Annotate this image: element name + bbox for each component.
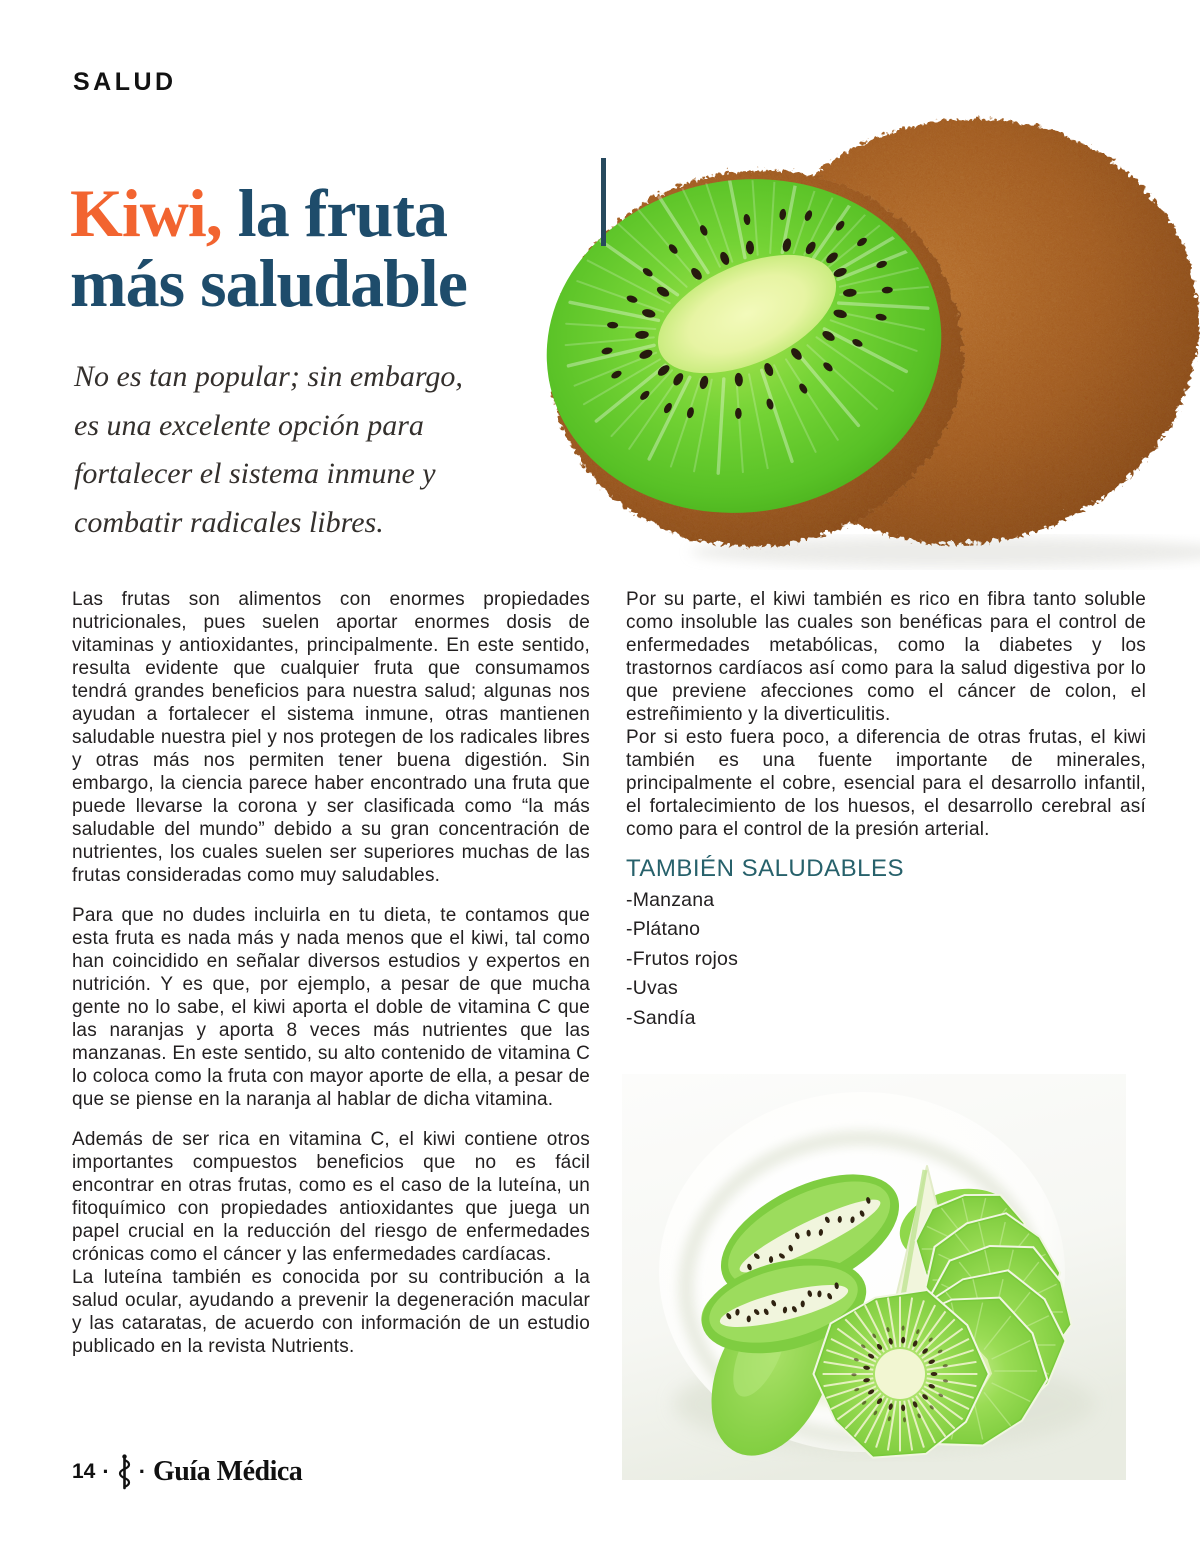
rod-of-asclepius-icon xyxy=(117,1454,132,1490)
kiwi-bowl-illustration xyxy=(622,1074,1126,1480)
body-paragraph: Por si esto fuera poco, a diferencia de otras frutas, el kiwi también es una fuente importante de minerales, principalmente el cobre, esencial para el desarrollo infantil, el fortalecimiento de los huesos, el desarrollo cerebral así como para el control de la presión arterial. xyxy=(626,727,1146,840)
accent-rule xyxy=(601,158,606,246)
body-paragraph: Por su parte, el kiwi también es rico en fibra tanto soluble como insoluble las cuales son benéficas para el control de enfermedades metabólicas, como la diabetes y los trastornos cardíacos así como para la salud digestiva por lo que previene afecciones como el cáncer de colon, el estreñimiento y la diverticulitis. xyxy=(626,589,1146,725)
right-column xyxy=(626,588,1146,1549)
list-item: -Manzana xyxy=(626,888,715,911)
list-item: -Plátano xyxy=(626,918,701,940)
list-item: -Sandía xyxy=(626,1006,696,1029)
publication-brand: Guía Médica xyxy=(153,1456,303,1487)
list-item: -Frutos rojos xyxy=(626,947,739,970)
kiwi-hero-image xyxy=(540,104,1200,570)
body-paragraph: La luteína también es conocida por su contribución a la salud ocular, ayudando a prevenir la degeneración macular y las cataratas, de acuerdo con información de un estudio publicado en la revista Nutrients. xyxy=(72,1267,590,1357)
page-number: 14 xyxy=(72,1460,96,1483)
article-deck xyxy=(74,360,463,554)
deck-line: es una excelente opción para xyxy=(74,408,424,442)
also-healthy-heading: TAMBIÉN SALUDABLES xyxy=(626,855,904,882)
kiwi-photo-illustration xyxy=(540,104,1200,570)
also-healthy-list xyxy=(626,890,1146,1028)
deck-line: fortalecer el sistema inmune y xyxy=(74,457,436,490)
deck-line: No es tan popular; sin embargo, xyxy=(74,360,463,393)
left-column xyxy=(72,588,590,1358)
page-footer xyxy=(72,1454,302,1490)
title-line1 xyxy=(70,175,467,251)
list-item: -Uvas xyxy=(626,977,678,999)
footer-separator: · xyxy=(138,1459,147,1484)
article-title xyxy=(70,175,467,321)
body-paragraph: Las frutas son alimentos con enormes propiedades nutricionales, pues suelen aportar enormes dosis de vitaminas y antioxidantes, principalmente. En este sentido, resulta evidente que cualquier fruta que consumamos tendrá grandes beneficios para nuestra salud; algunas nos ayudan a fortalecer el sistema inmune, otras mantienen saludable nuestra piel y nos protegen de los radicales libres y otras más nos permiten tener buena digestión. Sin embargo, la ciencia parece haber encontrado una fruta que puede llevarse la corona y ser clasificada como “la más saludable del mundo” debido a su gran concentración de nutrientes, los cuales suelen ser superiores muchas de las frutas consideradas como muy saludables. xyxy=(72,589,590,886)
section-label: SALUD xyxy=(73,68,177,96)
footer-separator: · xyxy=(102,1459,110,1484)
title-highlight: Kiwi, xyxy=(70,175,222,251)
body-paragraph: Además de ser rica en vitamina C, el kiwi contiene otros importantes compuestos beneficios que no es fácil encontrar en otras frutas, como es el caso de la luteína, un fitoquímico con propiedades antioxidantes que juega un papel crucial en la reducción del riesgo de enfermedades crónicas como el cáncer y las enfermedades cardíacas. xyxy=(72,1129,590,1265)
kiwi-bowl-image xyxy=(622,1074,1126,1480)
title-line2: más saludable xyxy=(70,245,467,321)
title-rest: la fruta xyxy=(221,175,447,251)
body-paragraph: Para que no dudes incluirla en tu dieta, te contamos que esta fruta es nada más y nada menos que el kiwi, tal como han coincidido en señalar diversos estudios y expertos en nutrición. Y es que, por ejemplo, a pesar de que mucha gente no lo sabe, el kiwi aporta el doble de vitamina C que las naranjas y aporta 8 veces más nutrientes que las manzanas. En este sentido, su alto contenido de vitamina C lo coloca como la fruta con mayor aporte de ella, a pesar de que se piense en la naranja al hablar de dicha vitamina. xyxy=(72,905,590,1110)
deck-line: combatir radicales libres. xyxy=(74,505,384,539)
